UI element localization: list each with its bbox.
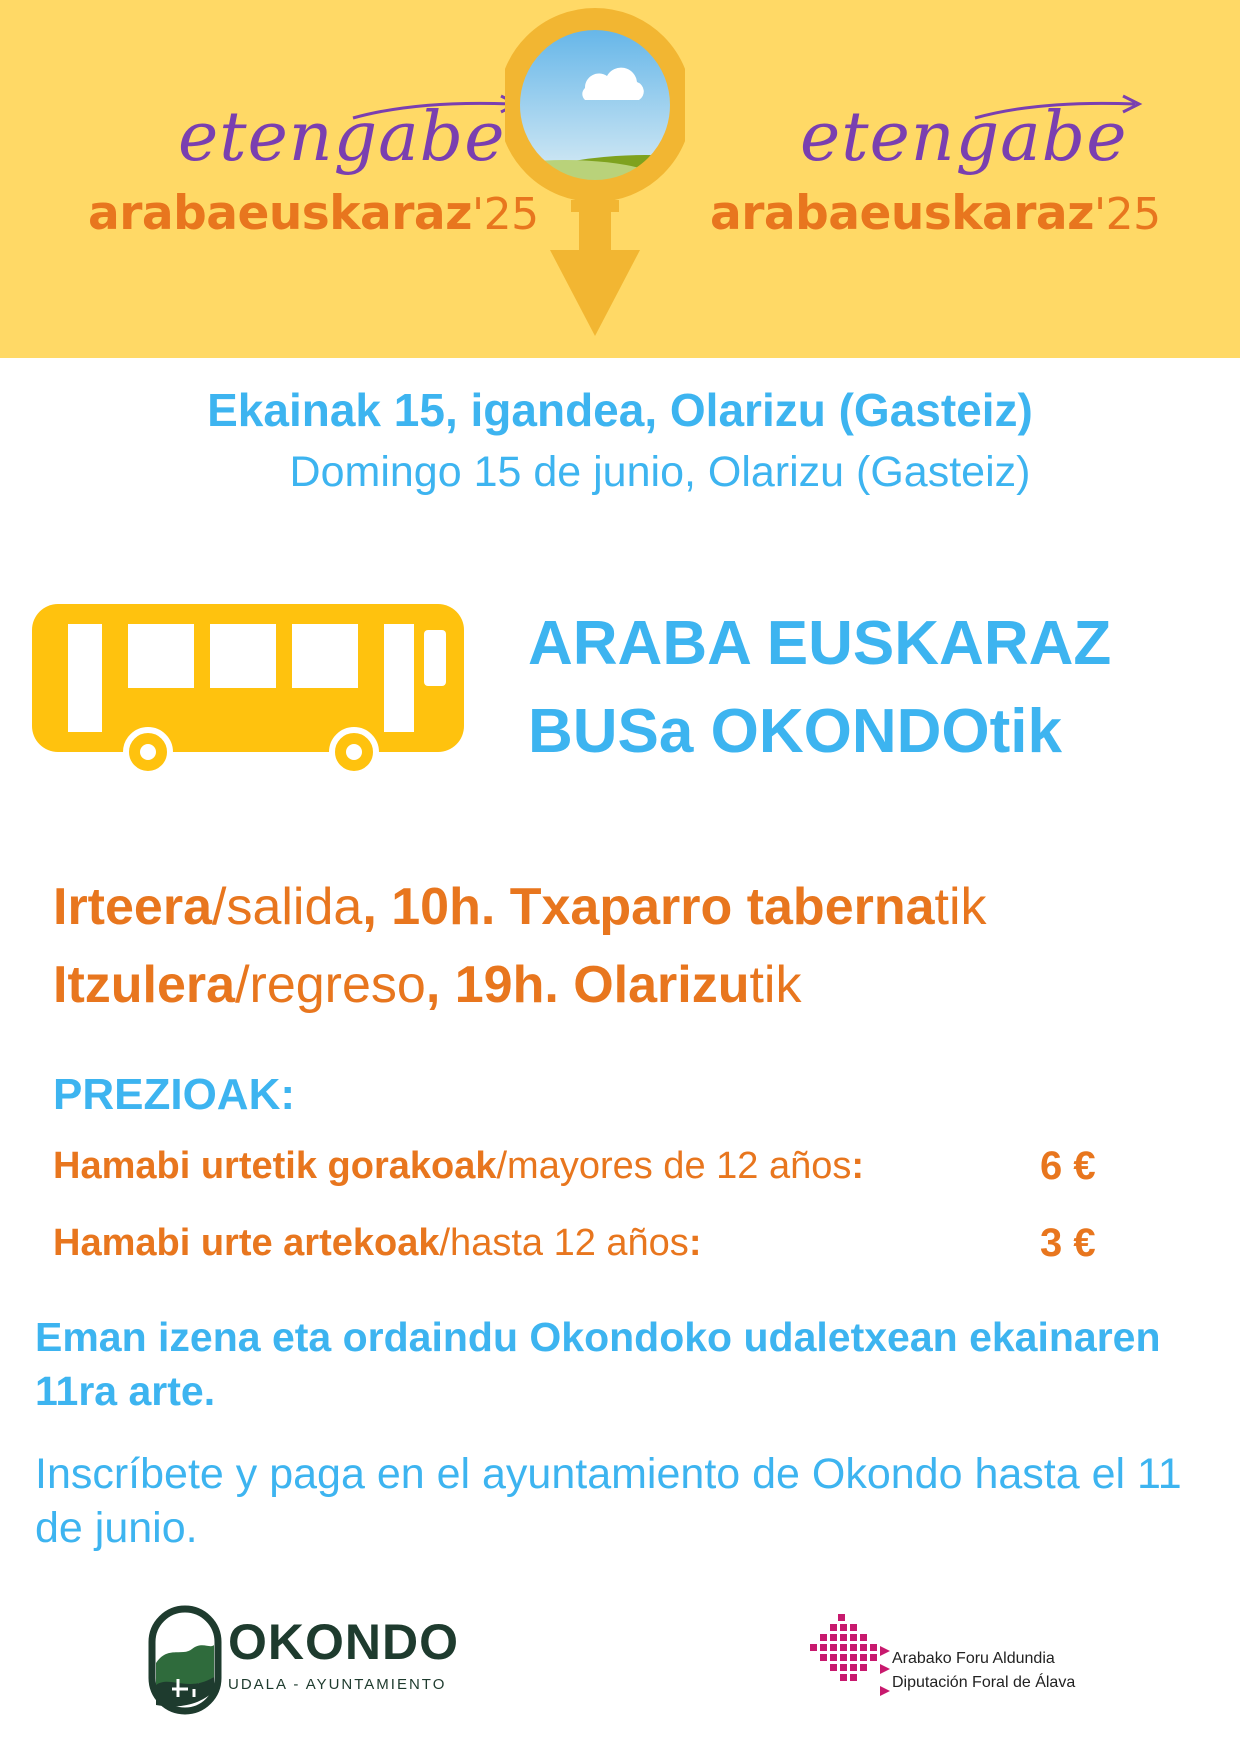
schedule: [53, 868, 987, 1024]
event-date-spanish: Domingo 15 de junio, Olarizu (Gasteiz): [289, 448, 1031, 496]
script-arrow-icon: [915, 90, 1155, 130]
return-line: Itzulera/regreso, 19h. Olarizutik: [53, 956, 802, 1014]
registration-basque: Eman izena eta ordaindu Okondoko udaletxean ekainaren 11ra arte.: [35, 1314, 1161, 1414]
price-value-child: 3 €: [1040, 1221, 1096, 1265]
bus-title-line2: BUSa OKONDOtik: [528, 697, 1062, 766]
arabaeuskaraz-logo-right: [710, 90, 1161, 270]
bus-icon: [28, 600, 468, 778]
logo-brand-text: arabaeuskaraz'25: [710, 186, 1161, 241]
okondo-emblem-icon: [148, 1605, 222, 1715]
afa-pixel-logo-icon: [808, 1612, 890, 1708]
price-row-child: Hamabi urte artekoak/hasta 12 años:: [53, 1222, 702, 1264]
event-date-basque: Ekainak 15, igandea, Olarizu (Gasteiz): [207, 384, 1033, 436]
logo-brand-text: arabaeuskaraz'25: [88, 186, 539, 241]
price-value-adult: 6 €: [1040, 1144, 1096, 1188]
logo-script-text: etengabe: [800, 98, 1128, 177]
okondo-name: OKONDO: [228, 1614, 459, 1670]
registration-spanish: Inscríbete y paga en el ayuntamiento de Okondo hasta el 11 de junio.: [35, 1450, 1182, 1552]
map-pin-landscape-icon: [505, 0, 685, 340]
afa-name-basque: Arabako Foru Aldundia: [892, 1650, 1055, 1667]
departure-line: Irteera/salida, 10h. Txaparro tabernatik: [53, 878, 987, 936]
price-row-adult: Hamabi urtetik gorakoak/mayores de 12 años:: [53, 1145, 865, 1187]
bus-title: [528, 600, 1111, 776]
okondo-subtitle: UDALA - AYUNTAMIENTO: [228, 1676, 447, 1693]
afa-name-spanish: Diputación Foral de Álava: [892, 1674, 1076, 1691]
arabaeuskaraz-logo-left: [88, 90, 539, 270]
logo-script-text: etengabe: [178, 98, 506, 177]
prices-heading: PREZIOAK:: [53, 1070, 295, 1119]
bus-title-line1: ARABA EUSKARAZ: [528, 609, 1112, 678]
script-arrow-icon: [293, 90, 533, 130]
